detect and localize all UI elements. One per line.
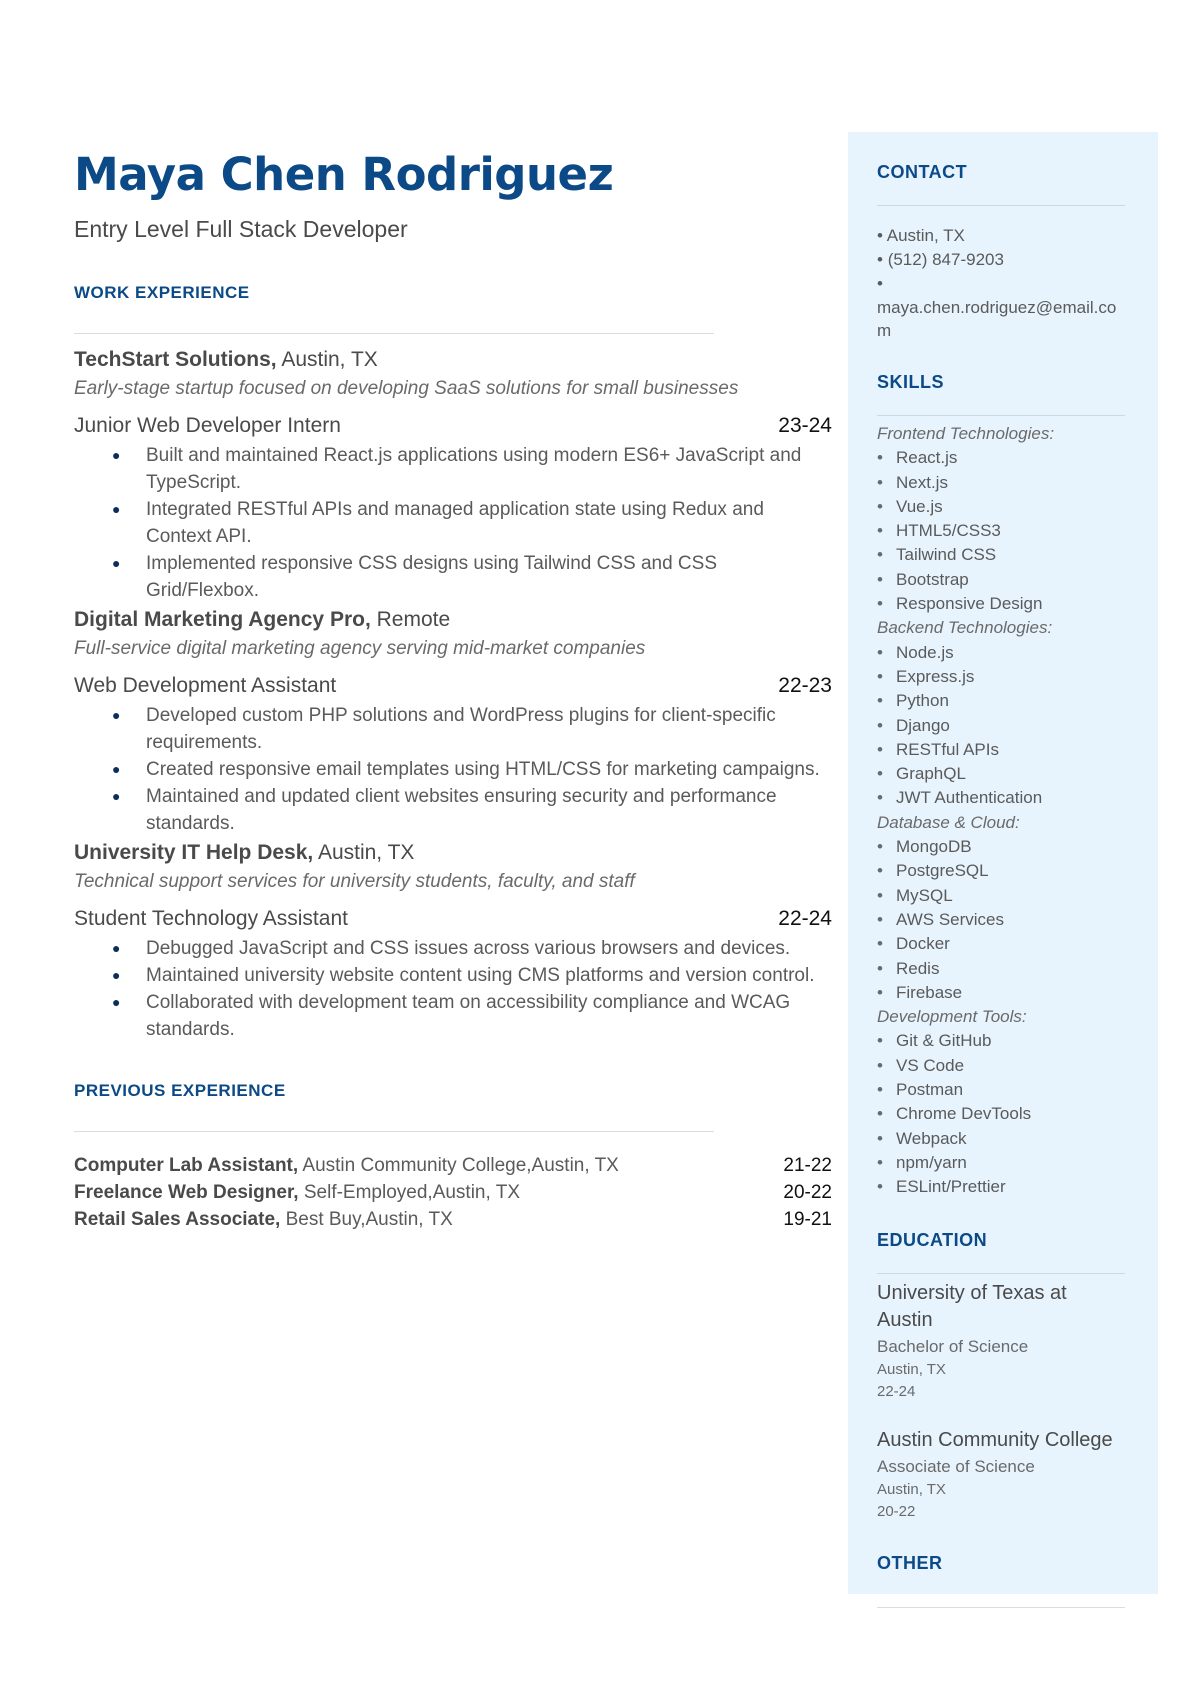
other-divider: [877, 1607, 1125, 1608]
skill-label: Redis: [896, 958, 940, 978]
skill-item: [877, 1151, 1125, 1175]
achievement-item: ● Implemented responsive CSS designs using Tailwind CSS and CSS Grid/Flexbox.: [74, 550, 832, 604]
job-entry: [74, 348, 832, 604]
bullet-icon: •: [877, 666, 883, 686]
skill-label: Webpack: [896, 1128, 967, 1148]
sidebar-content: [877, 132, 1125, 1574]
skill-category: Frontend Technologies:: [877, 424, 1055, 443]
bullet-icon: •: [877, 691, 883, 711]
achievement-item: ● Developed custom PHP solutions and WordPress plugins for client-specific requirements.: [74, 702, 832, 756]
role-row: [74, 907, 832, 931]
bullet-icon: •: [877, 594, 883, 614]
achievement-item: ● Created responsive email templates using HTML/CSS for marketing campaigns.: [74, 756, 832, 783]
company-location: Austin, TX: [313, 841, 415, 864]
skill-label: MySQL: [896, 885, 953, 905]
skill-label: VS Code: [896, 1055, 965, 1075]
skill-label: AWS Services: [896, 909, 1005, 929]
bullet-icon: •: [877, 715, 883, 735]
company-description: Early-stage startup focused on developing SaaS solutions for small businesses: [74, 378, 739, 399]
bullet-icon: •: [877, 642, 883, 662]
skill-item: [877, 714, 1125, 738]
skill-label: Docker: [896, 934, 950, 954]
role-dates: 23-24: [778, 414, 832, 437]
skill-label: Tailwind CSS: [896, 545, 997, 565]
skill-item: [877, 519, 1125, 543]
education-dates: 22-24: [877, 1382, 916, 1400]
skill-item: [877, 1029, 1125, 1053]
skill-item: [877, 835, 1125, 859]
achievement-list: [74, 442, 832, 604]
bullet-icon: •: [877, 250, 883, 269]
skill-label: Chrome DevTools: [896, 1104, 1032, 1124]
skill-item: [877, 495, 1125, 519]
skill-label: Python: [896, 691, 949, 711]
bullet-icon: •: [877, 448, 883, 468]
skill-item: [877, 641, 1125, 665]
bullet-icon: •: [877, 472, 883, 492]
skills-divider: [877, 415, 1125, 416]
company-line: [74, 348, 832, 372]
skill-label: PostgreSQL: [896, 861, 989, 881]
role-title: Junior Web Developer Intern: [74, 414, 341, 437]
other-heading: OTHER: [877, 1552, 943, 1573]
previous-role-title: Retail Sales Associate,: [74, 1209, 281, 1230]
company-location: Austin, TX: [276, 348, 378, 371]
achievement-item: ● Debugged JavaScript and CSS issues across various browsers and devices.: [74, 935, 832, 962]
candidate-title: Entry Level Full Stack Developer: [74, 216, 408, 242]
previous-role-row: [74, 1152, 832, 1179]
education-dates: 20-22: [877, 1502, 916, 1520]
skill-label: Git & GitHub: [896, 1031, 992, 1051]
job-entry: [74, 608, 832, 837]
company-description: Technical support services for university students, faculty, and staff: [74, 871, 635, 892]
skills-list: [877, 422, 1125, 1200]
company-location: Remote: [370, 608, 451, 631]
skill-category: Database & Cloud:: [877, 812, 1020, 832]
achievement-item: ● Maintained and updated client websites ensuring security and performance standards.: [74, 783, 832, 837]
company-line: [74, 841, 832, 865]
skill-label: RESTful APIs: [896, 739, 999, 759]
skill-label: GraphQL: [896, 764, 966, 784]
education-divider: [877, 1273, 1125, 1274]
skill-item: [877, 471, 1125, 495]
previous-role-org: Best Buy,Austin, TX: [280, 1209, 453, 1230]
bullet-icon: •: [877, 569, 883, 589]
skill-item: [877, 568, 1125, 592]
previous-role-title: Freelance Web Designer,: [74, 1182, 299, 1203]
main-column: [74, 148, 832, 1233]
role-title: Web Development Assistant: [74, 674, 337, 697]
achievement-item: ● Collaborated with development team on accessibility compliance and WCAG standards.: [74, 989, 832, 1043]
company-name: Digital Marketing Agency Pro,: [74, 608, 371, 631]
education-school: Austin Community College: [877, 1428, 1113, 1451]
role-dates: 22-24: [778, 907, 832, 930]
skill-label: Vue.js: [896, 496, 943, 516]
education-heading: EDUCATION: [877, 1229, 988, 1250]
bullet-icon: •: [877, 545, 883, 565]
bullet-icon: •: [877, 885, 883, 905]
bullet-icon: •: [877, 1128, 883, 1148]
education-location: Austin, TX: [877, 1360, 946, 1378]
previous-role-row: [74, 1179, 832, 1206]
bullet-icon: •: [877, 861, 883, 881]
education-location: Austin, TX: [877, 1480, 946, 1498]
skill-item: [877, 1102, 1125, 1126]
previous-experience-heading: PREVIOUS EXPERIENCE: [74, 1081, 286, 1100]
bullet-icon: •: [877, 1055, 883, 1075]
skill-label: HTML5/CSS3: [896, 521, 1001, 541]
bullet-icon: •: [877, 1080, 883, 1100]
education-degree: Bachelor of Science: [877, 1336, 1029, 1356]
previous-role-org: Austin Community College,Austin, TX: [298, 1155, 619, 1176]
skill-label: JWT Authentication: [896, 788, 1043, 808]
candidate-name: Maya Chen Rodriguez: [74, 148, 614, 201]
education-degree: Associate of Science: [877, 1456, 1035, 1476]
achievement-item: ● Maintained university website content using CMS platforms and version control.: [74, 962, 832, 989]
job-entry: [74, 841, 832, 1043]
contact-heading: CONTACT: [877, 162, 968, 182]
previous-role-dates: 21-22: [783, 1155, 832, 1176]
skill-item: [877, 908, 1125, 932]
contact-phone: • (512) 847-9203: [877, 250, 1004, 269]
education-school: University of Texas at Austin: [877, 1281, 1067, 1331]
bullet-icon: •: [877, 909, 883, 929]
bullet-icon: •: [877, 837, 883, 857]
previous-role-title: Computer Lab Assistant,: [74, 1155, 299, 1176]
skill-label: Postman: [896, 1080, 964, 1100]
contact-divider: [877, 205, 1125, 206]
skill-label: Node.js: [896, 642, 954, 662]
skill-item: [877, 957, 1125, 981]
role-row: [74, 674, 832, 698]
bullet-icon: •: [877, 1104, 883, 1124]
skill-item: [877, 1175, 1125, 1199]
skill-label: Django: [896, 715, 950, 735]
skill-item: [877, 884, 1125, 908]
bullet-icon: •: [877, 788, 883, 808]
company-name: TechStart Solutions,: [74, 348, 277, 371]
previous-role-row: [74, 1206, 832, 1233]
skill-label: Express.js: [896, 666, 975, 686]
bullet-icon: •: [877, 982, 883, 1002]
skill-category: Development Tools:: [877, 1007, 1027, 1027]
skill-item: [877, 592, 1125, 616]
skill-item: [877, 859, 1125, 883]
bullet-icon: •: [877, 1152, 883, 1172]
skill-item: [877, 1078, 1125, 1102]
company-description: Full-service digital marketing agency serving mid-market companies: [74, 638, 646, 659]
previous-role-org: Self-Employed,Austin, TX: [298, 1182, 520, 1203]
skill-item: [877, 1127, 1125, 1151]
skill-label: Bootstrap: [896, 569, 969, 589]
skill-item: [877, 738, 1125, 762]
skill-item: [877, 446, 1125, 470]
skill-label: Responsive Design: [896, 594, 1043, 614]
bullet-icon: •: [877, 274, 883, 293]
achievement-list: [74, 935, 832, 1043]
skill-item: [877, 689, 1125, 713]
skill-label: ESLint/Prettier: [896, 1177, 1006, 1197]
education-entry: [877, 1280, 1125, 1403]
contact-email[interactable]: maya.chen.rodriguez@email.com: [877, 298, 1117, 340]
skill-label: React.js: [896, 448, 958, 468]
company-name: University IT Help Desk,: [74, 841, 314, 864]
bullet-icon: •: [877, 934, 883, 954]
skills-heading: SKILLS: [877, 372, 945, 392]
company-line: [74, 608, 832, 632]
skill-item: [877, 543, 1125, 567]
contact-email-bullet: [877, 272, 1125, 296]
bullet-icon: •: [877, 958, 883, 978]
role-row: [74, 414, 832, 438]
previous-experience-divider: [74, 1131, 714, 1132]
work-experience-heading: WORK EXPERIENCE: [74, 283, 250, 302]
role-dates: 22-23: [778, 674, 832, 697]
skill-label: npm/yarn: [896, 1152, 967, 1172]
role-title: Student Technology Assistant: [74, 907, 348, 930]
achievement-item: ● Integrated RESTful APIs and managed application state using Redux and Context API.: [74, 496, 832, 550]
bullet-icon: •: [877, 739, 883, 759]
skill-item: [877, 932, 1125, 956]
bullet-icon: •: [877, 1031, 883, 1051]
bullet-icon: •: [877, 496, 883, 516]
previous-role-dates: 20-22: [783, 1182, 832, 1203]
sidebar: [848, 132, 1158, 1594]
skill-item: [877, 665, 1125, 689]
contact-location: • Austin, TX: [877, 226, 965, 245]
skill-item: [877, 1054, 1125, 1078]
skill-item: [877, 762, 1125, 786]
bullet-icon: •: [877, 764, 883, 784]
skill-item: [877, 981, 1125, 1005]
education-entry: [877, 1427, 1125, 1523]
achievement-list: [74, 702, 832, 837]
skill-label: MongoDB: [896, 837, 972, 857]
skill-label: Next.js: [896, 472, 948, 492]
skill-category: Backend Technologies:: [877, 618, 1053, 638]
skill-item: [877, 786, 1125, 810]
work-experience-divider: [74, 333, 714, 334]
skill-label: Firebase: [896, 982, 963, 1002]
bullet-icon: •: [877, 226, 883, 245]
bullet-icon: •: [877, 1177, 883, 1197]
contact-list: [877, 224, 1125, 342]
achievement-item: ● Built and maintained React.js applications using modern ES6+ JavaScript and TypeScript.: [74, 442, 832, 496]
previous-experience-list: [74, 1152, 832, 1233]
bullet-icon: •: [877, 521, 883, 541]
previous-role-dates: 19-21: [783, 1209, 832, 1230]
